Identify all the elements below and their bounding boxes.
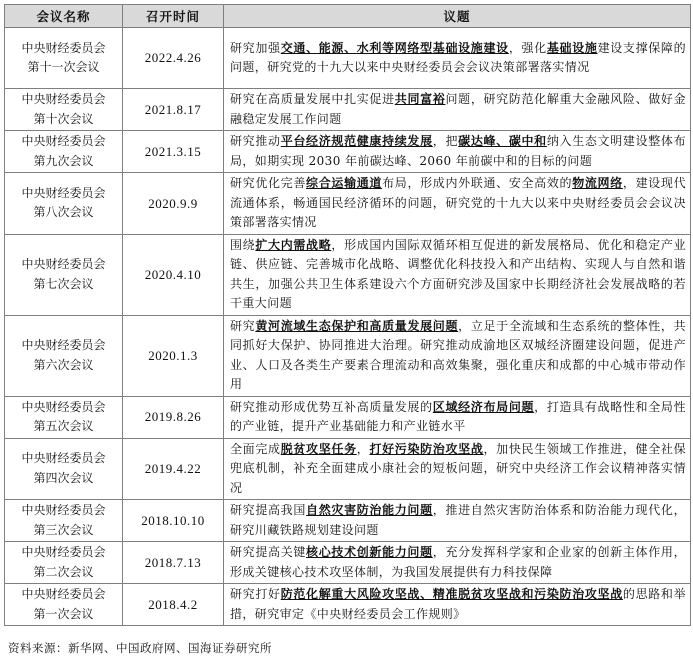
topic-text: ，把: [432, 134, 459, 148]
topic-text: ，强化: [508, 40, 547, 55]
topic-text: 纳入生态文明建设整体布局，如期实现 2030 年前碳达峰、2060 年前碳中和的目标的问题: [230, 134, 686, 168]
topic-text: ，立足于全流域和生态系统的整体性，共同抓好大保护、协同推进大治理。研究推动成渝地区双城经济圈建设问题，促进产业、人口及各类生产要素合理流动和高效集聚，强化重庆和成都的中心城市带动作用: [230, 318, 686, 391]
meeting-name-line: 中央财经委员会: [21, 451, 106, 466]
meeting-name-line: 中央财经委员会: [21, 338, 106, 352]
topic-text: 研究: [230, 318, 256, 333]
topic-text: 问题，研究防范化解重大金融风险、做好金融稳定发展工作问题: [230, 92, 686, 126]
topic-highlight: 碳达峰、碳中和: [458, 134, 547, 148]
topic-text: 研究优化完善: [230, 176, 307, 190]
meeting-name-line: 中央财经委员会: [21, 257, 106, 271]
topic-text: 围绕: [230, 237, 256, 252]
meeting-name-line: 第十一次会议: [27, 60, 100, 74]
topic-highlight: 区域经济布局问题: [432, 399, 535, 414]
meeting-date-cell: 2018.10.10: [123, 500, 224, 542]
topic-text: 研究推动: [230, 134, 281, 148]
meeting-date-cell: 2020.1.3: [123, 315, 224, 396]
meeting-name-line: 第一次会议: [33, 606, 94, 621]
meeting-name-line: 中央财经委员会: [21, 503, 106, 517]
meeting-topic-cell: [224, 542, 691, 584]
meeting-topic-cell: [224, 315, 691, 396]
topic-text: 研究打好: [230, 587, 281, 601]
meeting-name-line: 第五次会议: [33, 419, 94, 433]
topic-highlight: 交通、能源、水利等网络型基础设施建设: [280, 40, 509, 55]
topic-text: 研究加强: [230, 40, 281, 55]
meeting-name-cell: [5, 438, 123, 500]
meeting-date-cell: 2020.9.9: [123, 173, 224, 235]
topic-text: 建设支撑保障的问题，研究党的十九大以来中央财经委员会会议决策部署落实情况: [230, 40, 687, 74]
topic-text: 的思路和举措，研究审定《中央财经委员会工作规则》: [230, 587, 686, 621]
meeting-date-cell: 2019.4.22: [123, 438, 224, 500]
topic-text: 研究推动形成优势互补高质量发展的: [230, 399, 433, 414]
topic-text: 研究在高质量发展中扎实促进: [230, 92, 395, 106]
topic-text: ，打造具有战略性和全局性的产业链，提升产业基础能力和产业链水平: [230, 399, 686, 433]
meeting-name-line: 第七次会议: [33, 276, 94, 291]
table-row: [5, 89, 691, 131]
header-meeting-date: 召开时间: [123, 5, 224, 28]
meeting-topic-cell: [224, 89, 691, 131]
meeting-topic-cell: [224, 131, 691, 173]
meeting-topic-cell: [224, 500, 691, 542]
meeting-name-line: 中央财经委员会: [21, 134, 106, 148]
topic-text: ，充分发挥科学家和企业家的创新主体作用，形成关键核心技术攻坚体制，为我国发展提供有力科技保障: [230, 545, 686, 579]
meeting-topic-cell: [224, 173, 691, 235]
meeting-date-cell: 2019.8.26: [123, 396, 224, 438]
meeting-topic-cell: [224, 396, 691, 438]
meeting-name-line: 第四次会议: [33, 470, 94, 485]
meeting-name-line: 第十次会议: [33, 111, 94, 126]
meeting-name-line: 中央财经委员会: [21, 40, 106, 55]
meeting-name-line: 第六次会议: [33, 357, 94, 372]
topic-text: ，形成国内国际双循环相互促进的新发展格局、优化和稳定产业链、供应链、完善城市化战略、调整优化科技投入和产出结构、实现人与自然和谐共生，加强公共卫生体系建设六个方面研究涉及国家中长期经济社会发展战略的若干重大问题: [230, 237, 686, 310]
topic-highlight: 综合运输通道: [306, 176, 383, 190]
meeting-topic-cell: [224, 28, 691, 89]
meeting-date-cell: 2020.4.10: [123, 234, 224, 315]
meeting-name-cell: [5, 173, 123, 235]
meeting-topic-cell: [224, 234, 691, 315]
topic-highlight: 黄河流域生态保护和高质量发展问题: [255, 318, 459, 333]
table-row: [5, 315, 691, 396]
topic-text: ，加快民生领域工作推进，健全社保兜底机制，补充全面建成小康社会的短板问题，研究中央经济工作会议精神落实情况: [230, 441, 686, 495]
topic-highlight: 物流网络: [572, 176, 623, 190]
meeting-name-line: 中央财经委员会: [21, 587, 106, 601]
table-row: [5, 173, 691, 235]
topic-highlight: 自然灾害防治能力问题: [306, 503, 433, 517]
table-row: [5, 584, 691, 626]
meeting-name-line: 第八次会议: [33, 205, 94, 220]
topic-text: 研究提高关键: [230, 545, 307, 559]
table-row: [5, 234, 691, 315]
meeting-date-cell: 2018.7.13: [123, 542, 224, 584]
meeting-name-cell: [5, 542, 123, 584]
topic-text: ，建设现代流通体系，畅通国民经济循环的问题，研究党的十九大以来中央财经委员会会议决策部署落实情况: [230, 176, 686, 229]
topic-text: 研究提高我国: [230, 503, 307, 517]
meeting-name-line: 第二次会议: [33, 564, 94, 579]
meeting-name-cell: [5, 315, 123, 396]
meeting-name-cell: [5, 28, 123, 89]
source-note: 资料来源：新华网、中国政府网、国海证券研究所: [8, 641, 272, 655]
meeting-name-cell: [5, 500, 123, 542]
topic-text: ，: [356, 441, 370, 456]
meeting-name-cell: [5, 584, 123, 626]
topic-highlight: 防范化解重大风险攻坚战、精准脱贫攻坚战和污染防治攻坚战: [280, 587, 623, 601]
meeting-table-container: [4, 4, 690, 626]
table-row: [5, 28, 691, 89]
topic-highlight: 共同富裕: [394, 92, 446, 106]
meeting-date-cell: 2018.4.2: [123, 584, 224, 626]
meeting-name-line: 中央财经委员会: [21, 545, 106, 559]
topic-highlight: 打好污染防治攻坚战: [369, 441, 484, 456]
meeting-name-line: 中央财经委员会: [21, 92, 106, 106]
meeting-name-line: 第九次会议: [33, 153, 94, 168]
table-row: [5, 500, 691, 542]
meeting-table: [4, 4, 691, 626]
topic-text: ，推进自然灾害防治体系和防治能力现代化，研究川藏铁路规划建设问题: [230, 503, 686, 537]
topic-text: 布局，形成内外联通、安全高效的: [382, 176, 573, 190]
topic-text: 全面完成: [230, 441, 281, 456]
meeting-name-cell: [5, 234, 123, 315]
meeting-name-cell: [5, 131, 123, 173]
topic-highlight: 平台经济规范健康持续发展: [280, 134, 433, 148]
meeting-name-cell: [5, 89, 123, 131]
meeting-date-cell: 2021.8.17: [123, 89, 224, 131]
table-body: [5, 28, 691, 626]
header-topic: 议题: [224, 5, 691, 28]
meeting-name-line: 第三次会议: [33, 522, 94, 537]
meeting-topic-cell: [224, 584, 691, 626]
header-meeting-name: 会议名称: [5, 5, 123, 28]
topic-highlight: 扩大内需战略: [255, 237, 332, 252]
table-row: [5, 542, 691, 584]
topic-highlight: 核心技术创新能力问题: [306, 545, 433, 559]
topic-highlight: 基础设施: [546, 40, 598, 55]
meeting-date-cell: 2021.3.15: [123, 131, 224, 173]
table-row: [5, 438, 691, 500]
meeting-name-line: 中央财经委员会: [21, 399, 106, 414]
meeting-name-line: 中央财经委员会: [21, 185, 106, 200]
table-row: [5, 131, 691, 173]
table-header-row: [5, 5, 691, 28]
meeting-name-cell: [5, 396, 123, 438]
meeting-topic-cell: [224, 438, 691, 500]
table-row: [5, 396, 691, 438]
meeting-date-cell: 2022.4.26: [123, 28, 224, 89]
topic-highlight: 脱贫攻坚任务: [280, 441, 357, 456]
